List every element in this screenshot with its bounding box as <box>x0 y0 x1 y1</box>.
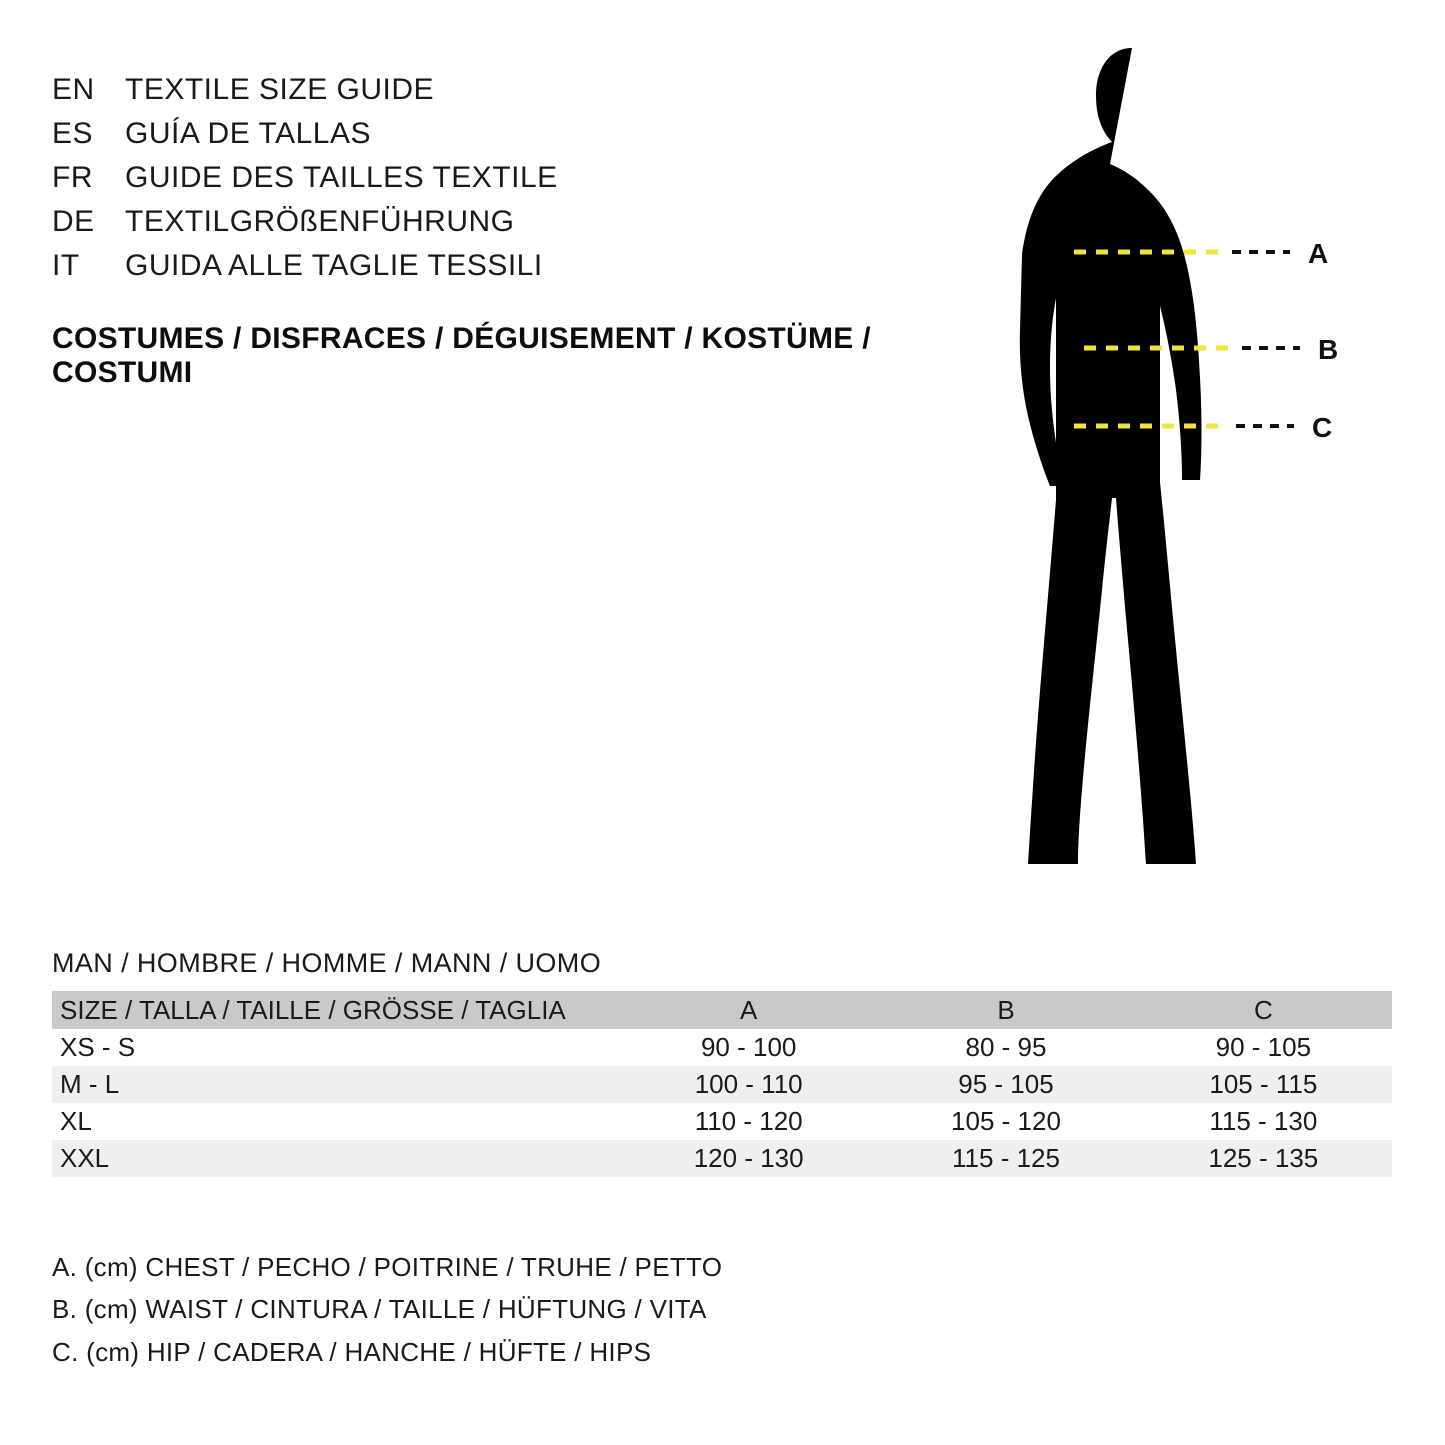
marker-label-c: C <box>1312 412 1333 443</box>
cell-a: 100 - 110 <box>694 1069 803 1099</box>
language-code: EN <box>52 73 95 106</box>
cell-b: 80 - 95 <box>965 1032 1047 1062</box>
cell-c: 125 - 135 <box>1208 1143 1319 1173</box>
cell-size: XXL <box>60 1143 110 1173</box>
marker-label-b: B <box>1318 334 1339 365</box>
table-row <box>52 1029 1392 1066</box>
footnote-waist: B. (cm) WAIST / CINTURA / TAILLE / HÜFTUNG / VITA <box>52 1294 707 1325</box>
language-code: IT <box>52 249 80 283</box>
size-table-section <box>52 948 1392 1177</box>
language-title: TEXTILGRÖßENFÜHRUNG <box>125 205 515 239</box>
footnotes-block <box>52 1246 1052 1373</box>
cell-c: 105 - 115 <box>1209 1069 1318 1099</box>
column-header-size: SIZE / TALLA / TAILLE / GRÖSSE / TAGLIA <box>60 994 566 1025</box>
cell-b: 115 - 125 <box>952 1143 1060 1173</box>
footnote-chest: A. (cm) CHEST / PECHO / POITRINE / TRUHE / PETTO <box>52 1252 723 1282</box>
cell-a: 110 - 120 <box>694 1106 803 1136</box>
cell-size: XS - S <box>60 1032 136 1062</box>
table-head <box>52 991 1392 1029</box>
body-measurement-figure <box>960 30 1380 910</box>
cell-a: 90 - 100 <box>700 1032 797 1062</box>
table-row <box>52 1103 1392 1140</box>
leader-lines <box>1232 252 1300 426</box>
language-row <box>52 112 972 156</box>
cell-b: 105 - 120 <box>951 1106 1061 1136</box>
language-row <box>52 156 972 200</box>
cell-c: 115 - 130 <box>1209 1106 1318 1136</box>
male-silhouette-icon <box>1020 48 1202 864</box>
footnote-hip: C. (cm) HIP / CADERA / HANCHE / HÜFTE / HIPS <box>52 1336 652 1367</box>
column-header-b: B <box>997 994 1015 1025</box>
table-body <box>52 1029 1392 1177</box>
cell-size: M - L <box>60 1069 120 1099</box>
column-header-c: C <box>1253 994 1273 1025</box>
table-row <box>52 1066 1392 1103</box>
cell-b: 95 - 105 <box>958 1069 1054 1099</box>
cell-a: 120 - 130 <box>693 1143 804 1173</box>
header-block <box>52 68 972 390</box>
table-row <box>52 1140 1392 1177</box>
column-header-a: A <box>739 994 758 1025</box>
language-row <box>52 200 972 244</box>
language-row <box>52 68 972 112</box>
table-header-row <box>52 991 1392 1029</box>
language-code: DE <box>52 205 95 239</box>
cell-size: XL <box>60 1106 92 1136</box>
costumes-subtitle: COSTUMES / DISFRACES / DÉGUISEMENT / KOSTÜME / COSTUMI <box>52 322 871 390</box>
marker-label-a: A <box>1308 238 1329 269</box>
language-title: TEXTILE SIZE GUIDE <box>125 73 435 106</box>
language-code: ES <box>52 117 94 151</box>
cell-c: 90 - 105 <box>1215 1032 1312 1062</box>
language-title: GUÍA DE TALLAS <box>125 117 371 151</box>
size-table <box>52 991 1392 1177</box>
language-title: GUIDA ALLE TAGLIE TESSILI <box>125 249 543 283</box>
table-caption: MAN / HOMBRE / HOMME / MANN / UOMO <box>52 948 602 978</box>
language-row <box>52 244 972 288</box>
language-code: FR <box>52 161 93 195</box>
language-title: GUIDE DES TAILLES TEXTILE <box>125 161 558 195</box>
